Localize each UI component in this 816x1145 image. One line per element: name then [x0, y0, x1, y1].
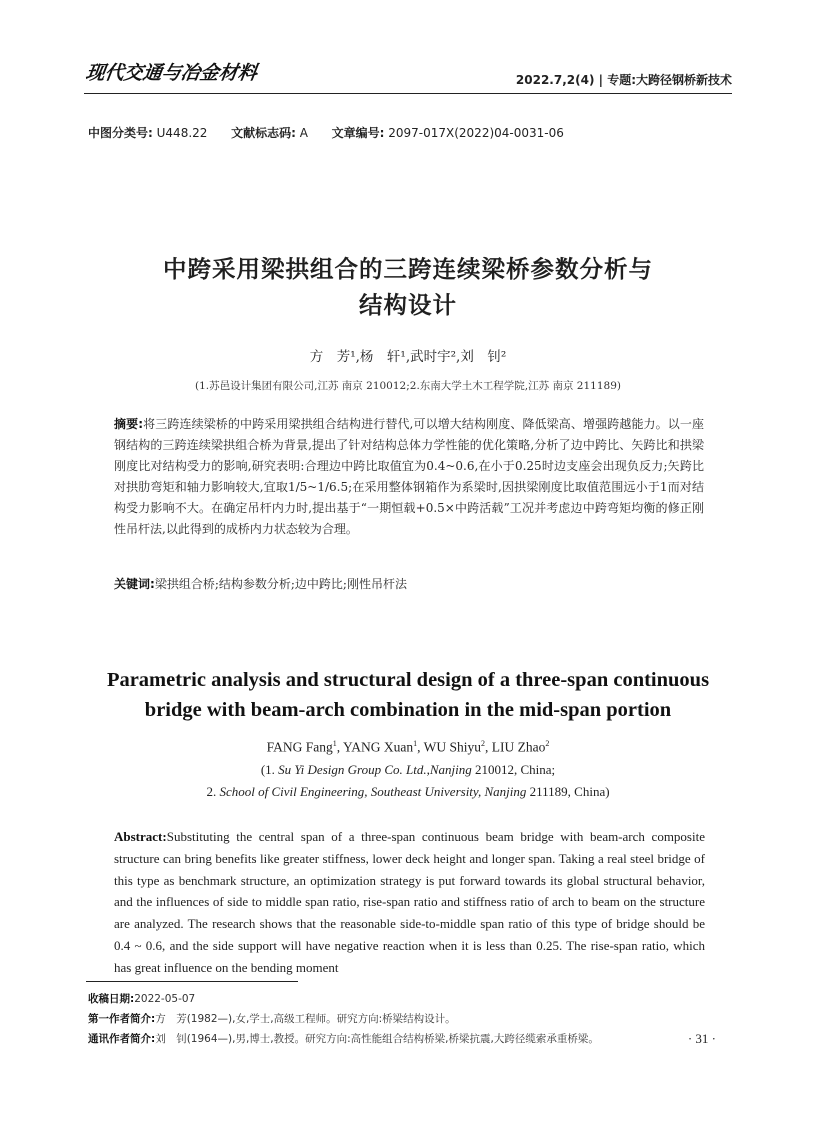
affil1-city: ,Nanjing — [426, 762, 472, 777]
cn-keywords — [114, 574, 704, 595]
issue-header — [516, 71, 732, 88]
doc-code-label: 文献标志码: — [231, 126, 296, 140]
first-author-value: 方 芳(1982—),女,学士,高级工程师。研究方向:桥梁结构设计。 — [155, 1013, 456, 1025]
column-name: 专题:大跨径钢桥新技术 — [607, 73, 732, 87]
en-author-sup: 2 — [545, 739, 550, 748]
article-no-label: 文章编号: — [331, 126, 385, 140]
footnote-received — [88, 991, 195, 1006]
first-author-label: 第一作者简介: — [88, 1013, 156, 1025]
cn-title-line1: 中跨采用梁拱组合的三跨连续梁桥参数分析与 — [163, 255, 653, 283]
footnote-corresponding-author — [88, 1031, 599, 1046]
cn-keywords-text: 梁拱组合桥;结构参数分析;边中跨比;刚性吊杆法 — [154, 577, 407, 591]
affil1-rest: 210012, China; — [475, 762, 556, 777]
received-label: 收稿日期: — [88, 993, 135, 1005]
footnote-first-author — [88, 1011, 456, 1026]
cn-title-line2: 结构设计 — [359, 291, 457, 319]
doc-code-value: A — [299, 126, 308, 140]
en-abstract — [114, 826, 705, 979]
en-abstract-label: Abstract: — [114, 829, 167, 844]
cn-keywords-label: 关键词: — [114, 577, 155, 591]
en-author: FANG Fang — [266, 739, 333, 755]
corr-author-label: 通讯作者简介: — [88, 1033, 156, 1045]
footnote-rule — [86, 981, 298, 982]
en-affiliation-1 — [0, 762, 816, 778]
clc-value: U448.22 — [156, 126, 208, 140]
header-rule — [84, 93, 732, 94]
en-title-line1: Parametric analysis and structural design of a three-span continuous — [106, 669, 710, 691]
en-author-sup: 2 — [481, 739, 486, 748]
en-author-sup: 1 — [332, 739, 337, 748]
en-author: WU Shiyu — [423, 739, 482, 755]
journal-logo: 现代交通与冶金材料 — [84, 62, 259, 84]
en-abstract-text: Substituting the central span of a three-span continuous beam bridge with beam-arch composite structure can bring benefits like greater stiffness, lower deck height and longer span. Taking a real steel bridge of this type as benchmark structure, an optimization strategy is put forward towards its global structural behavior, and the influences of side to middle span ratio, rise-span ratio and stiffness ratio of arch to beam on the structure are analyzed. The research shows that the reasonable side-to-middle span ratio of this type of bridge should be 0.4 ~ 0.6, and the side support will have negative reaction when it is less than 0.25. The rise-span ratio, which has great influence on the bending moment — [114, 829, 705, 975]
en-title-line2: bridge with beam-arch combination in the mid-span portion — [144, 699, 672, 721]
corr-author-value: 刘 钊(1964—),男,博士,教授。研究方向:高性能组合结构桥梁,桥梁抗震,大跨径缆索承重桥梁。 — [155, 1033, 599, 1045]
affil1-prefix: (1. — [260, 762, 275, 777]
en-author: YANG Xuan — [343, 739, 414, 755]
cn-affiliations: (1.苏邑设计集团有限公司,江苏 南京 210012;2.东南大学土木工程学院,江苏 南京 211189) — [195, 380, 621, 392]
en-author-sup: 1 — [413, 739, 418, 748]
received-value: 2022-05-07 — [134, 993, 196, 1005]
affil2-org: School of Civil Engineering, Southeast University, Nanjing — [219, 784, 527, 799]
clc-label: 中图分类号: — [88, 126, 153, 140]
article-no-value: 2097-017X(2022)04-0031-06 — [388, 126, 564, 140]
classification-line — [88, 124, 564, 141]
cn-abstract-text: 将三跨连续梁桥的中跨采用梁拱组合结构进行替代,可以增大结构刚度、降低梁高、增强跨越能力。以一座钢结构的三跨连续梁拱组合桥为背景,提出了针对结构总体力学性能的优化策略,分析了边中跨比、矢跨比和拱梁刚度比对结构受力的影响,研究表明:合理边中跨比取值宜为0.4~0.6,在小于0.25时边支座会出现负反力;矢跨比对拱肋弯矩和轴力影响较大,宜取1/5~1/6.5;在采用整体钢箱作为系梁时,因拱梁刚度比取值范围远小于1而对结构受力影响不大。在确定吊杆内力时,提出基于“一期恒载+0.5×中跨活载”工况并考虑边中跨弯矩均衡的修正刚性吊杆法,以此得到的成桥内力状态较为合理。 — [114, 417, 704, 536]
affil2-prefix: 2. — [206, 784, 217, 799]
header-separator: | — [598, 73, 608, 87]
cn-abstract — [114, 414, 704, 540]
affil1-org: Su Yi Design Group Co. Ltd. — [278, 762, 427, 777]
en-affiliation-2 — [0, 784, 816, 800]
en-authors: FANG Fang$^1$, YANG Xuan$^1$, WU Shiyu$^2$, LIU Zhao$^2$ — [266, 739, 550, 755]
issue-info: 2022.7,2(4) — [515, 73, 595, 87]
en-author: LIU Zhao — [491, 739, 546, 755]
cn-authors: 方 芳¹,杨 轩¹,武时宇²,刘 钊² — [309, 349, 507, 365]
affil2-rest: 211189, China) — [529, 784, 610, 799]
cn-abstract-label: 摘要: — [114, 417, 144, 431]
page-number: · 31 · — [687, 1031, 716, 1046]
